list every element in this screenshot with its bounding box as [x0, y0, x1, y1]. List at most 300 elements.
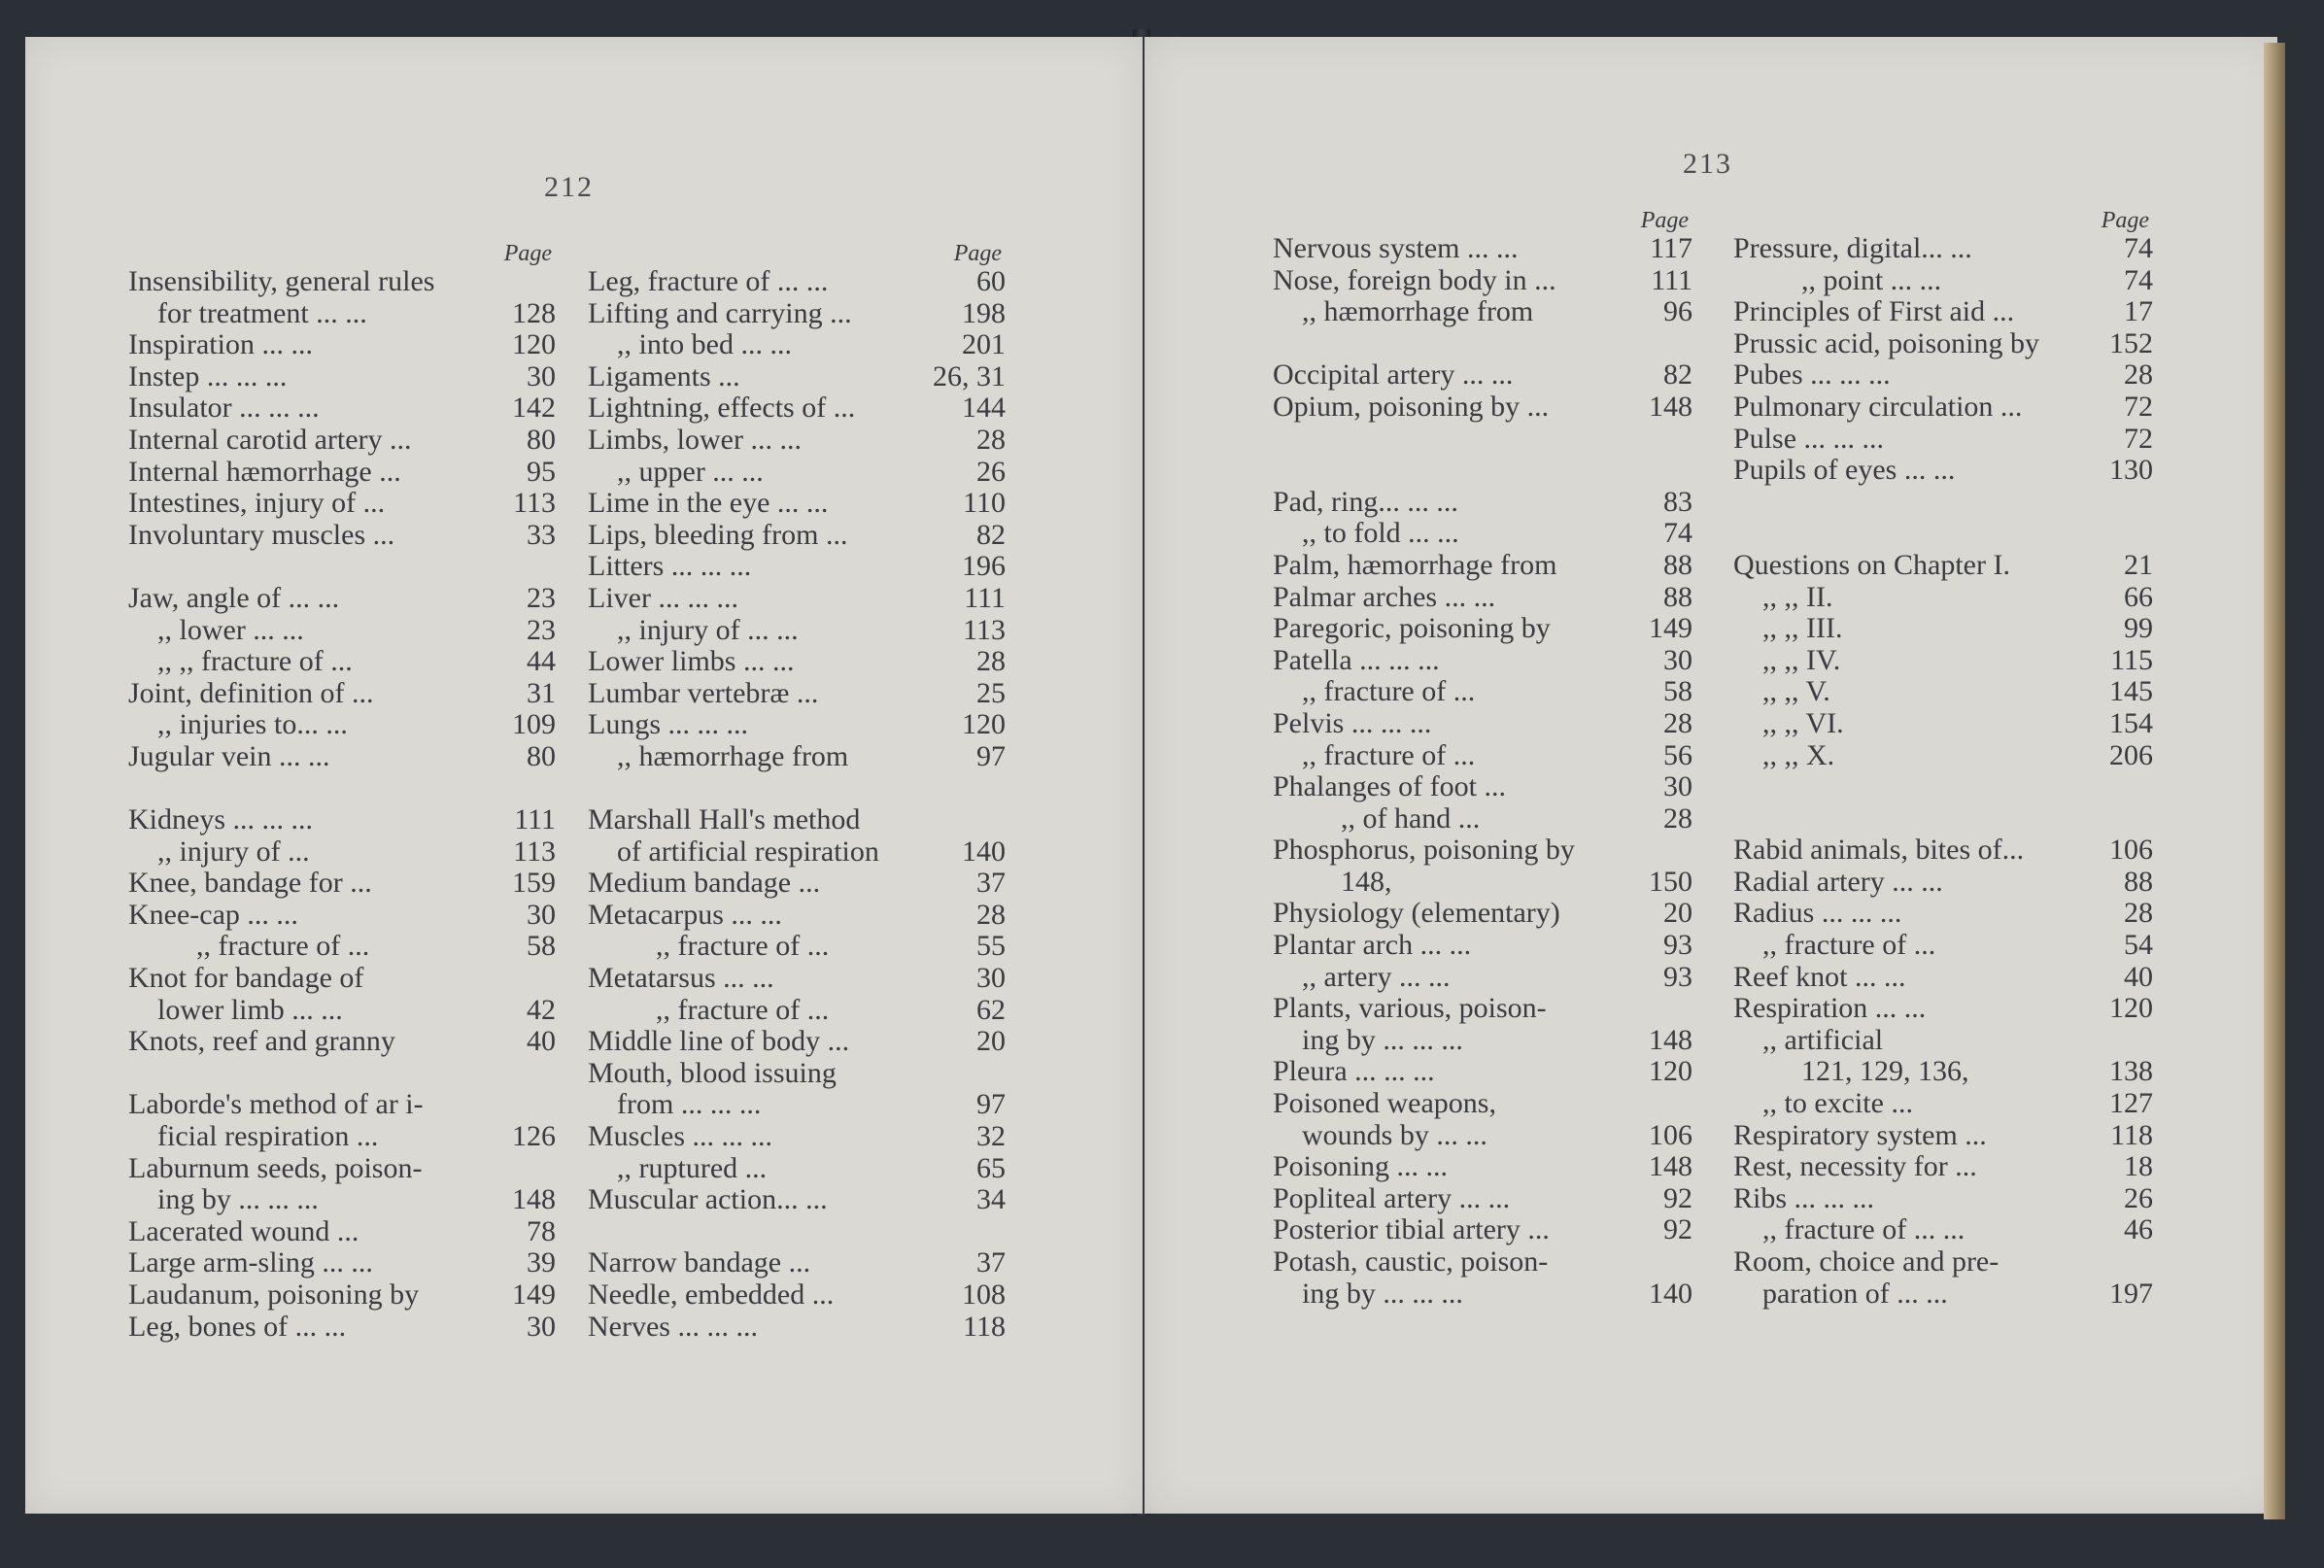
- index-term: [1273, 424, 1687, 456]
- index-entry: [1273, 1056, 1692, 1088]
- index-term: ,, ,, V.: [1762, 676, 1830, 708]
- index-page-number: [550, 773, 556, 805]
- index-page-number: 17: [2124, 295, 2153, 328]
- index-page-number: 196: [962, 550, 1006, 583]
- index-term: Involuntary muscles ...: [128, 519, 395, 551]
- index-page-number: 28: [976, 423, 1006, 456]
- index-page-number: 148: [512, 1183, 556, 1216]
- index-page-number: 148: [1649, 1023, 1692, 1056]
- index-term: Principles of First aid ...: [1733, 296, 2015, 328]
- index-page-number: 46: [2124, 1213, 2153, 1246]
- index-entry: [128, 615, 556, 647]
- index-term: Reef knot ... ...: [1733, 961, 1906, 993]
- index-entry: [128, 425, 556, 457]
- index-term: [588, 773, 1000, 805]
- index-entry: [1733, 233, 2153, 265]
- index-entry: [128, 804, 556, 836]
- index-entry: [588, 646, 1006, 678]
- index-entry: [1273, 645, 1692, 677]
- index-term: Potash, caustic, poison-: [1273, 1246, 1549, 1278]
- index-term: [1733, 518, 2147, 550]
- index-term: Laudanum, poisoning by: [128, 1279, 420, 1311]
- index-page-number: [1687, 328, 1692, 360]
- index-page-number: 82: [976, 518, 1006, 551]
- index-column-left-2: [588, 241, 1006, 1343]
- index-entry: [1273, 455, 1692, 487]
- index-entry: [1273, 1025, 1692, 1057]
- index-entry: [588, 1058, 1006, 1090]
- index-page-number: [2147, 518, 2153, 550]
- index-term: ,, fracture of ... ...: [1762, 1214, 1965, 1246]
- index-page-number: 56: [1663, 738, 1692, 771]
- index-entry: [128, 1312, 556, 1344]
- index-page-number: 93: [1663, 960, 1692, 993]
- index-term: ,, of hand ...: [1341, 802, 1481, 835]
- index-term: Pelvis ... ... ...: [1273, 707, 1432, 739]
- index-term: Phalanges of foot ...: [1273, 771, 1506, 803]
- index-term: Radius ... ... ...: [1733, 898, 1902, 930]
- index-entry: [128, 1058, 556, 1090]
- index-term: from ... ... ...: [617, 1089, 762, 1121]
- index-term: Jugular vein ... ...: [128, 740, 330, 772]
- index-term: ,, into bed ... ...: [617, 329, 792, 361]
- index-entry: [128, 488, 556, 520]
- page-column-header: Page: [1640, 208, 1689, 233]
- index-term: Ligaments ...: [588, 360, 740, 392]
- index-page-number: 44: [527, 645, 556, 678]
- index-term: Radial artery ... ...: [1733, 866, 1943, 898]
- index-entry: [1733, 1120, 2153, 1152]
- index-entry: [1273, 1183, 1692, 1215]
- index-term: Palmar arches ... ...: [1273, 581, 1496, 613]
- index-term: Poisoned weapons,: [1273, 1088, 1496, 1120]
- index-column-right-2: [1733, 208, 2153, 1310]
- index-entry: [588, 298, 1006, 330]
- index-entry: [128, 1216, 556, 1248]
- index-term: for treatment ... ...: [157, 297, 367, 329]
- index-term: Physiology (elementary): [1273, 898, 1560, 930]
- index-entry: [128, 963, 556, 995]
- index-term: Knee-cap ... ...: [128, 899, 298, 931]
- index-page-number: 21: [2124, 548, 2153, 581]
- index-entry: [128, 995, 556, 1027]
- index-term: Prussic acid, poisoning by: [1733, 327, 2039, 359]
- index-page-number: 93: [1663, 929, 1692, 962]
- page-edge: [2264, 43, 2285, 1519]
- index-entry: [1733, 1088, 2153, 1120]
- index-column-right-1: [1273, 208, 1692, 1310]
- index-entry: [588, 1026, 1006, 1058]
- index-entry: [588, 361, 1006, 393]
- index-entry: [1733, 359, 2153, 392]
- index-entry: [1273, 328, 1692, 360]
- index-entry: [1273, 550, 1692, 582]
- index-term: Lumbar vertebræ ...: [588, 677, 819, 709]
- index-entry: [1733, 930, 2153, 962]
- index-page-number: 28: [976, 898, 1006, 931]
- index-entry: [1733, 296, 2153, 328]
- index-term: lower limb ... ...: [157, 994, 343, 1026]
- index-entry: [128, 1121, 556, 1153]
- index-page-number: 26, 31: [933, 359, 1006, 392]
- index-page-number: 109: [512, 708, 556, 741]
- index-page-number: 106: [2109, 834, 2153, 867]
- index-term: Insulator ... ... ...: [128, 392, 320, 425]
- index-entry: [588, 551, 1006, 583]
- index-page-number: 28: [1663, 706, 1692, 739]
- index-page-number: 25: [976, 676, 1006, 709]
- index-term: Poisoning ... ...: [1273, 1151, 1449, 1183]
- index-page-number: 115: [2110, 643, 2153, 676]
- index-entry: [128, 298, 556, 330]
- index-term: ,, fracture of ...: [1762, 930, 1936, 962]
- index-entry: [128, 1184, 556, 1216]
- index-term: ,, point ... ...: [1801, 264, 1942, 296]
- index-page-number: 120: [962, 708, 1006, 741]
- index-entry: [128, 709, 556, 741]
- index-term: Popliteal artery ... ...: [1273, 1182, 1511, 1214]
- index-entry: [1273, 613, 1692, 645]
- index-term: Kidneys ... ... ...: [128, 804, 313, 836]
- index-term: ing by ... ... ...: [157, 1184, 319, 1216]
- index-term: [588, 1216, 1000, 1248]
- index-entry: [1273, 265, 1692, 297]
- index-term: Knots, reef and granny: [128, 1026, 395, 1058]
- index-entry: [1733, 487, 2153, 519]
- index-term: [128, 773, 550, 805]
- index-page-number: 39: [527, 1246, 556, 1279]
- index-page-number: 60: [976, 265, 1006, 297]
- index-entry: [588, 583, 1006, 615]
- index-term: [1733, 487, 2147, 519]
- index-term: paration of ... ...: [1762, 1278, 1948, 1310]
- index-term: Pulmonary circulation ...: [1733, 391, 2023, 423]
- index-term: Liver ... ... ...: [588, 582, 738, 614]
- index-term: ,, artery ... ...: [1302, 961, 1451, 993]
- index-page-number: 28: [1663, 801, 1692, 835]
- index-entry: [1733, 676, 2153, 708]
- index-page-number: [2147, 771, 2153, 803]
- index-entry: [1733, 328, 2153, 360]
- index-term: Leg, fracture of ... ...: [588, 266, 829, 297]
- index-page-number: 206: [2109, 738, 2153, 771]
- index-term: Large arm-sling ... ...: [128, 1247, 373, 1279]
- index-entry: [1273, 1278, 1692, 1311]
- index-term: Posterior tibial artery ...: [1273, 1214, 1550, 1246]
- index-term: [1733, 803, 2147, 835]
- index-page-number: 120: [1649, 1055, 1692, 1088]
- index-page-number: [1687, 835, 1692, 867]
- index-entry: [588, 900, 1006, 932]
- index-page-number: 62: [976, 993, 1006, 1026]
- index-page-number: 111: [514, 803, 556, 836]
- index-term: Leg, bones of ... ...: [128, 1311, 347, 1343]
- index-term: [1733, 771, 2147, 803]
- index-page-number: 30: [1663, 643, 1692, 676]
- index-entry: [1273, 1246, 1692, 1278]
- index-entry: [588, 425, 1006, 457]
- index-term: Pulse ... ... ...: [1733, 423, 1885, 455]
- index-term: of artificial respiration: [617, 835, 879, 868]
- page-column-header: Page: [503, 241, 552, 266]
- index-page-number: 106: [1649, 1118, 1692, 1151]
- index-entry: [1273, 771, 1692, 803]
- index-page-number: 54: [2124, 929, 2153, 962]
- index-term: ,, ruptured ...: [617, 1152, 768, 1184]
- index-term: ,, to fold ... ...: [1302, 518, 1459, 550]
- index-term: Laborde's method of ar i-: [128, 1089, 424, 1121]
- index-entry: [1733, 962, 2153, 994]
- index-page-number: 120: [512, 328, 556, 361]
- index-page-number: 111: [1651, 263, 1692, 296]
- index-term: [1273, 328, 1687, 360]
- index-term: Lifting and carrying ...: [588, 297, 852, 329]
- index-entry: [588, 457, 1006, 489]
- index-entry: [1273, 487, 1692, 519]
- index-term: Lungs ... ... ...: [588, 709, 748, 741]
- index-entry: [1733, 898, 2153, 930]
- index-page-number: 28: [2124, 358, 2153, 392]
- index-entry: [1733, 1183, 2153, 1215]
- index-page-number: 142: [512, 392, 556, 425]
- index-term: ,, upper ... ...: [617, 456, 764, 488]
- index-term: Plants, various, poison-: [1273, 993, 1547, 1025]
- index-entry: [1273, 1088, 1692, 1120]
- index-term: Pubes ... ... ...: [1733, 359, 1891, 392]
- index-term: ,, ,, fracture of ...: [157, 646, 353, 678]
- index-entry: [128, 1279, 556, 1312]
- index-page-number: 159: [512, 867, 556, 900]
- index-page-number: 95: [527, 455, 556, 488]
- index-page-number: [1000, 804, 1006, 836]
- index-entry: [1733, 867, 2153, 899]
- index-entry: [128, 741, 556, 773]
- index-term: Muscular action... ...: [588, 1184, 828, 1216]
- index-page-number: 149: [1649, 612, 1692, 645]
- index-entry: [128, 266, 556, 298]
- index-term: ,, ,, VI.: [1762, 707, 1844, 739]
- index-entry: [588, 392, 1006, 425]
- index-term: Internal carotid artery ...: [128, 424, 412, 456]
- index-term: ,, ,, X.: [1762, 739, 1835, 771]
- index-term: Jaw, angle of ... ...: [128, 582, 340, 614]
- index-entry: [1733, 1246, 2153, 1278]
- index-page-number: [2147, 1246, 2153, 1278]
- index-page-number: 198: [962, 296, 1006, 329]
- index-term: Needle, embedded ...: [588, 1279, 835, 1311]
- index-page-number: [550, 1089, 556, 1121]
- index-page-number: 55: [976, 930, 1006, 963]
- index-term: Ribs ... ... ...: [1733, 1182, 1875, 1214]
- index-entry: [1273, 835, 1692, 867]
- index-page-number: 138: [2109, 1055, 2153, 1088]
- index-page-number: 28: [2124, 897, 2153, 930]
- index-page-number: 23: [527, 581, 556, 614]
- index-entry: [128, 1089, 556, 1121]
- index-entry: [1733, 803, 2153, 835]
- index-page-number: [2147, 487, 2153, 519]
- page-column-header: Page: [953, 241, 1002, 266]
- index-entry: [1733, 1025, 2153, 1057]
- index-term: Inspiration ... ...: [128, 329, 313, 361]
- index-entry: [588, 709, 1006, 741]
- index-page-number: 97: [976, 1088, 1006, 1121]
- index-entry: [128, 678, 556, 710]
- index-entry: [1733, 550, 2153, 582]
- index-page-number: 148: [1649, 390, 1692, 423]
- index-page-number: 113: [963, 613, 1006, 646]
- index-term: Nerves ... ... ...: [588, 1311, 758, 1343]
- index-term: Internal hæmorrhage ...: [128, 456, 401, 488]
- index-term: Patella ... ... ...: [1273, 644, 1440, 676]
- index-entry: [128, 868, 556, 900]
- index-term: ,, fracture of ...: [656, 994, 830, 1026]
- index-entry: [1733, 740, 2153, 772]
- index-page-number: [550, 1058, 556, 1090]
- index-entry: [1273, 296, 1692, 328]
- index-page-number: 33: [527, 518, 556, 551]
- index-term: ,, hæmorrhage from: [617, 740, 849, 772]
- index-term: Lightning, effects of ...: [588, 392, 856, 425]
- index-page-number: [1687, 455, 1692, 487]
- index-page-number: 30: [527, 898, 556, 931]
- index-entry: [1273, 930, 1692, 962]
- index-page-number: [1000, 1058, 1006, 1090]
- index-term: ,, fracture of ...: [1302, 739, 1476, 771]
- index-entry: [1273, 898, 1692, 930]
- index-entry: [128, 1026, 556, 1058]
- index-term: [128, 1058, 550, 1090]
- index-page-number: 20: [1663, 897, 1692, 930]
- index-term: Metacarpus ... ...: [588, 899, 782, 931]
- index-term: Pleura ... ... ...: [1273, 1056, 1435, 1088]
- index-page-number: [1000, 773, 1006, 805]
- index-term: ficial respiration ...: [157, 1121, 379, 1153]
- index-page-number: [550, 551, 556, 583]
- index-column-left-1: [128, 241, 556, 1343]
- index-entry: [128, 1247, 556, 1279]
- index-page-number: 82: [1663, 358, 1692, 392]
- index-page-number: 118: [2110, 1118, 2153, 1151]
- index-entry: [588, 995, 1006, 1027]
- index-term: [1273, 455, 1687, 487]
- index-entry: [588, 1312, 1006, 1344]
- index-term: Middle line of body ...: [588, 1026, 850, 1058]
- index-page-number: [2147, 1025, 2153, 1057]
- index-term: Litters ... ... ...: [588, 551, 752, 583]
- index-term: Narrow bandage ...: [588, 1247, 811, 1279]
- index-page-number: 18: [2124, 1150, 2153, 1183]
- index-page-number: 23: [527, 613, 556, 646]
- index-page-number: 40: [2124, 960, 2153, 993]
- index-page-number: 74: [2124, 263, 2153, 296]
- index-entry: [1733, 708, 2153, 740]
- index-page-number: 30: [1663, 770, 1692, 803]
- index-entry: [128, 329, 556, 361]
- index-term: [128, 551, 550, 583]
- index-term: Opium, poisoning by ...: [1273, 391, 1550, 423]
- index-entry: [128, 836, 556, 869]
- index-term: Mouth, blood issuing: [588, 1057, 837, 1089]
- index-entry: [588, 266, 1006, 298]
- index-term: 148,: [1341, 866, 1392, 898]
- index-entry: [1273, 740, 1692, 772]
- index-entry: [1733, 613, 2153, 645]
- index-entry: [1733, 1151, 2153, 1183]
- index-page-number: 99: [2124, 612, 2153, 645]
- index-entry: [1733, 1056, 2153, 1088]
- index-entry: [1273, 1151, 1692, 1183]
- index-entry: [1273, 708, 1692, 740]
- index-term: ing by ... ... ...: [1302, 1024, 1463, 1056]
- index-term: Rabid animals, bites of...: [1733, 835, 2025, 867]
- index-entry: [1733, 771, 2153, 803]
- index-entry: [128, 361, 556, 393]
- index-entry: [588, 963, 1006, 995]
- index-page-number: 145: [2109, 675, 2153, 708]
- index-entry: [588, 741, 1006, 773]
- index-entry: [1273, 867, 1692, 899]
- index-entry: [1273, 582, 1692, 614]
- index-entry: [1273, 233, 1692, 265]
- index-page-number: 30: [527, 359, 556, 392]
- index-entry: [588, 931, 1006, 963]
- index-page-number: [1687, 424, 1692, 456]
- index-term: Instep ... ... ...: [128, 360, 288, 392]
- index-term: Nose, foreign body in ...: [1273, 264, 1556, 296]
- index-entry: [1733, 1214, 2153, 1246]
- index-term: Limbs, lower ... ...: [588, 424, 802, 456]
- index-entry: [588, 868, 1006, 900]
- index-term: ,, injury of ...: [157, 835, 310, 868]
- index-page-number: [1000, 1216, 1006, 1248]
- index-term: Nervous system ... ...: [1273, 233, 1519, 264]
- index-entry: [128, 583, 556, 615]
- index-entry: [128, 900, 556, 932]
- index-term: 121, 129, 136,: [1801, 1056, 1969, 1088]
- index-entry: [128, 931, 556, 963]
- index-entry: [128, 1153, 556, 1185]
- index-term: ,, fracture of ...: [196, 931, 370, 963]
- index-entry: [588, 1279, 1006, 1312]
- index-page-number: 113: [513, 835, 556, 868]
- index-page-number: 26: [976, 455, 1006, 488]
- index-term: ,, ,, IV.: [1762, 644, 1841, 676]
- index-term: ,, lower ... ...: [157, 614, 304, 646]
- index-page-number: 120: [2109, 992, 2153, 1025]
- index-page-number: 126: [512, 1120, 556, 1153]
- index-entry: [1273, 518, 1692, 550]
- index-page-number: 32: [976, 1120, 1006, 1153]
- index-entry: [1733, 392, 2153, 424]
- index-page-number: 130: [2109, 454, 2153, 487]
- index-page-number: 152: [2109, 326, 2153, 359]
- index-term: Paregoric, poisoning by: [1273, 613, 1551, 645]
- index-term: Knot for bandage of: [128, 963, 364, 995]
- index-entry: [1733, 993, 2153, 1025]
- index-page-number: 148: [1649, 1150, 1692, 1183]
- index-entry: [1733, 582, 2153, 614]
- index-term: Marshall Hall's method: [588, 804, 861, 836]
- index-page-number: 96: [1663, 295, 1692, 328]
- index-page-number: 72: [2124, 422, 2153, 455]
- index-term: Questions on Chapter I.: [1733, 549, 2010, 581]
- index-entry: [588, 1184, 1006, 1216]
- index-entry: [128, 392, 556, 425]
- index-term: Muscles ... ... ...: [588, 1121, 772, 1153]
- index-page-number: 30: [527, 1310, 556, 1343]
- index-page-number: [2147, 803, 2153, 835]
